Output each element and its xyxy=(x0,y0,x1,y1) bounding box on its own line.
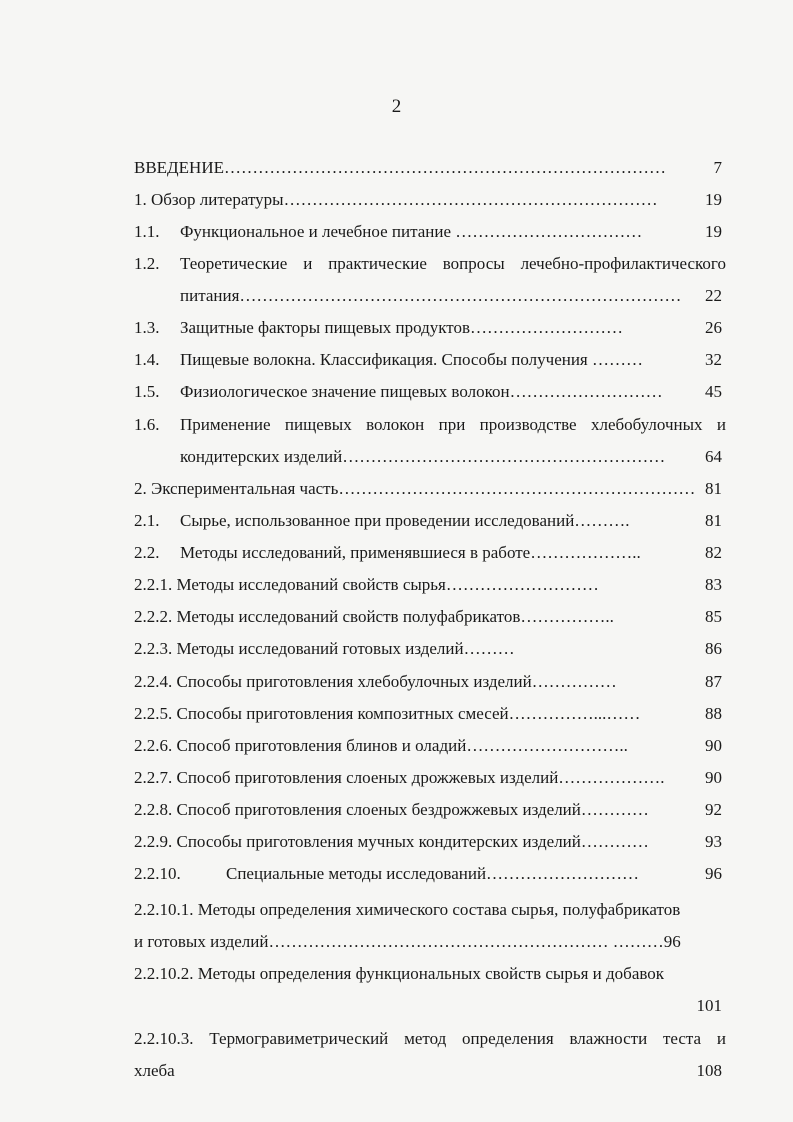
toc-page: 32 xyxy=(705,350,722,369)
toc-page: 92 xyxy=(705,800,722,819)
toc-num: 1.5. xyxy=(134,382,160,401)
toc-title: 2.2.5. Способы приготовления композитных смесей xyxy=(134,704,509,723)
toc-entry-2-2-3[interactable] xyxy=(134,638,515,660)
toc-entry-2[interactable] xyxy=(134,478,695,500)
toc-title: Специальные методы исследований xyxy=(226,864,487,883)
toc-title: питания xyxy=(180,286,240,305)
toc-dots: ……………………….. xyxy=(466,736,628,755)
toc-title: Методы исследований, применявшиеся в работе xyxy=(180,543,531,562)
toc-page: 83 xyxy=(705,575,722,594)
toc-entry-intro[interactable] xyxy=(134,157,666,179)
toc-entry-2-2-10-2[interactable]: 2.2.10.2. Методы определения функциональных свойств сырья и добавок xyxy=(134,964,665,983)
toc-dots: ………… xyxy=(580,832,649,851)
toc-title: 2.2.4. Способы приготовления хлебобулочных изделий xyxy=(134,672,532,691)
toc-dots: ……………….. xyxy=(530,543,641,562)
toc-page: 87 xyxy=(705,672,722,691)
toc-dots: ……………………… xyxy=(486,864,640,883)
toc-dots: ……… xyxy=(587,350,644,369)
toc-entry-2-2-10-3-cont[interactable]: хлеба xyxy=(134,1061,175,1080)
toc-title: кондитерских изделий xyxy=(180,447,343,466)
toc-entry-1[interactable] xyxy=(134,189,658,211)
toc-num: 1.3. xyxy=(134,318,160,337)
toc-title: 2.2.7. Способ приготовления слоеных дрожжевых изделий xyxy=(134,768,559,787)
toc-num: 2.2.10. xyxy=(134,864,181,883)
toc-entry-1-5[interactable] xyxy=(180,381,663,403)
toc-entry-2-2-5[interactable] xyxy=(134,703,640,725)
toc-dots: ………………………………………………………… xyxy=(283,190,658,209)
toc-page: 82 xyxy=(705,543,722,562)
toc-num: 1.1. xyxy=(134,222,160,241)
toc-page: 81 xyxy=(705,479,722,498)
toc-dots: …………… xyxy=(531,672,617,691)
toc-page: 22 xyxy=(705,286,722,305)
toc-dots: …………………………………………………… ……… xyxy=(268,932,664,951)
toc-page: 90 xyxy=(705,736,722,755)
toc-entry-2-2-1[interactable] xyxy=(134,574,599,596)
toc-entry-1-6[interactable]: Применение пищевых волокон при производстве хлебобулочных и xyxy=(180,415,726,434)
toc-entry-1-2[interactable]: Теоретические и практические вопросы лечебно-профилактического xyxy=(180,254,726,273)
toc-dots: …………….. xyxy=(520,607,614,626)
toc-entry-1-1[interactable] xyxy=(180,221,642,243)
toc-num: 2.2. xyxy=(134,543,160,562)
page-number: 2 xyxy=(391,96,402,117)
toc-entry-2-2-10-1-cont[interactable] xyxy=(134,931,681,953)
toc-dots: ……………………… xyxy=(445,575,599,594)
toc-dots: ……… xyxy=(463,639,515,658)
toc-dots: ………………………………………………… xyxy=(342,447,666,466)
toc-entry-1-6-cont[interactable] xyxy=(180,446,665,468)
toc-title: Физиологическое значение пищевых волокон xyxy=(180,382,510,401)
toc-page: 93 xyxy=(705,832,722,851)
toc-entry-2-2[interactable] xyxy=(180,542,641,564)
toc-entry-2-2-7[interactable] xyxy=(134,767,665,789)
toc-page: 19 xyxy=(705,222,722,241)
toc-title: Сырье, использованное при проведении исследований xyxy=(180,511,575,530)
toc-page: 85 xyxy=(705,607,722,626)
toc-title: 2. Экспериментальная часть xyxy=(134,479,339,498)
toc-entry-2-2-10[interactable] xyxy=(226,863,639,885)
toc-entry-2-2-10-1[interactable]: 2.2.10.1. Методы определения химического состава сырья, полуфабрикатов xyxy=(134,900,681,919)
toc-dots: ………………. xyxy=(558,768,665,787)
toc-entry-2-2-2[interactable] xyxy=(134,606,614,628)
toc-dots: …………………………………………………………………… xyxy=(239,286,682,305)
toc-entry-2-1[interactable] xyxy=(180,510,630,532)
toc-title: 2.2.1. Методы исследований свойств сырья xyxy=(134,575,446,594)
toc-entry-2-2-10-3[interactable]: 2.2.10.3. Термогравиметрический метод определения влажности теста и xyxy=(134,1029,726,1048)
toc-num: 1.4. xyxy=(134,350,160,369)
toc-page: 81 xyxy=(705,511,722,530)
toc-dots: ………… xyxy=(580,800,649,819)
toc-dots: ……………………… xyxy=(509,382,663,401)
toc-title: 2.2.2. Методы исследований свойств полуфабрикатов xyxy=(134,607,521,626)
toc-page: 86 xyxy=(705,639,722,658)
toc-title: ВВЕДЕНИЕ xyxy=(134,158,224,177)
toc-page: 108 xyxy=(696,1061,722,1080)
toc-entry-2-2-9[interactable] xyxy=(134,831,649,853)
toc-dots: ……………………… xyxy=(470,318,624,337)
toc-entry-2-2-6[interactable] xyxy=(134,735,628,757)
toc-page: 96 xyxy=(663,932,681,951)
toc-dots: ……………………………………………………… xyxy=(338,479,696,498)
toc-page: 64 xyxy=(705,447,722,466)
toc-page: 88 xyxy=(705,704,722,723)
toc-entry-1-2-cont[interactable] xyxy=(180,285,681,307)
toc-title: и готовых изделий xyxy=(134,932,269,951)
toc-title: 2.2.3. Методы исследований готовых изделий xyxy=(134,639,464,658)
toc-page: 96 xyxy=(705,864,722,883)
toc-dots: ……………...…… xyxy=(508,704,641,723)
toc-title: 1. Обзор литературы xyxy=(134,190,284,209)
toc-page: 26 xyxy=(705,318,722,337)
toc-entry-2-2-4[interactable] xyxy=(134,671,617,693)
toc-page: 7 xyxy=(713,158,722,177)
toc-dots: …………………………… xyxy=(451,222,643,241)
toc-dots: ………. xyxy=(574,511,630,530)
toc-page: 19 xyxy=(705,190,722,209)
toc-title: Пищевые волокна. Классификация. Способы получения xyxy=(180,350,588,369)
toc-num: 1.2. xyxy=(134,254,160,273)
toc-title: 2.2.6. Способ приготовления блинов и оладий xyxy=(134,736,467,755)
toc-page: 101 xyxy=(696,996,722,1015)
toc-page: 45 xyxy=(705,382,722,401)
toc-title: Функциональное и лечебное питание xyxy=(180,222,452,241)
toc-title: 2.2.9. Способы приготовления мучных кондитерских изделий xyxy=(134,832,581,851)
toc-dots: …………………………………………………………………… xyxy=(223,158,666,177)
toc-entry-1-3[interactable] xyxy=(180,317,623,339)
toc-num: 1.6. xyxy=(134,415,160,434)
toc-entry-2-2-8[interactable] xyxy=(134,799,649,821)
toc-num: 2.1. xyxy=(134,511,160,530)
toc-title: Защитные факторы пищевых продуктов xyxy=(180,318,471,337)
toc-page: 90 xyxy=(705,768,722,787)
toc-title: 2.2.8. Способ приготовления слоеных бездрожжевых изделий xyxy=(134,800,581,819)
toc-entry-1-4[interactable] xyxy=(180,349,643,371)
